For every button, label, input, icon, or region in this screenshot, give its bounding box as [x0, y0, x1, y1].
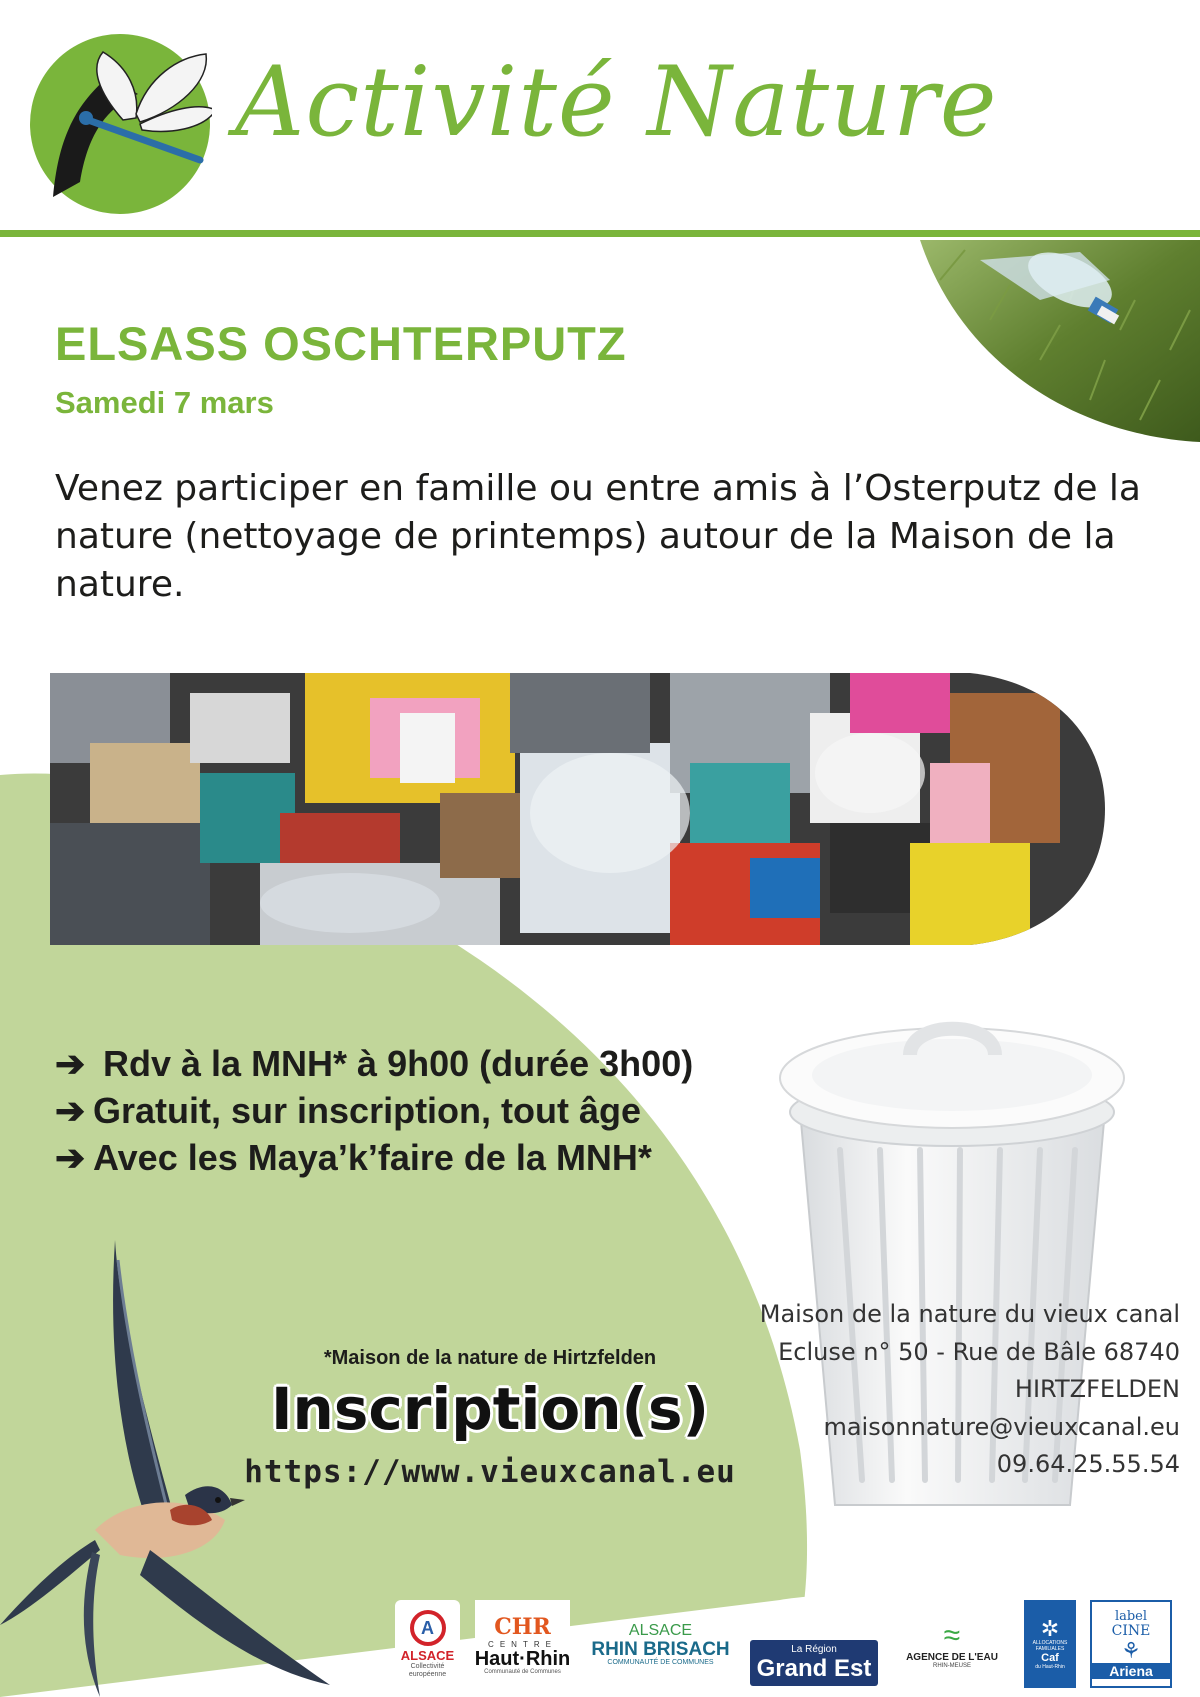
partner-logo-grand-est: La Région Grand Est	[750, 1640, 878, 1686]
partner-logo-ariena: label CINE ⚘ Ariena	[1090, 1600, 1172, 1688]
address-street: Ecluse n° 50 - Rue de Bâle 68740	[778, 1337, 1180, 1366]
event-date: Samedi 7 mars	[55, 385, 274, 420]
detail-rdv: ➔ Rdv à la MNH* à 9h00 (durée 3h00)	[55, 1040, 693, 1087]
detail-avec: ➔ Avec les Maya’k’faire de la MNH*	[55, 1134, 693, 1181]
event-details-list	[55, 1040, 693, 1181]
partner-logo-caf: ✲ ALLOCATIONS FAMILIALES Caf du Haut-Rhin	[1024, 1600, 1076, 1688]
address-email[interactable]: maisonnature@vieuxcanal.eu	[823, 1412, 1180, 1441]
registration-heading: Inscription(s)	[270, 1375, 710, 1443]
plastic-waste-image	[50, 673, 1105, 945]
mnh-footnote: *Maison de la nature de Hirtzfelden	[323, 1347, 657, 1369]
arrow-right-icon: ➔	[55, 1090, 86, 1131]
dragonfly-logo-icon	[28, 32, 212, 216]
partner-logo-alsace: A ALSACE Collectivité européenne	[395, 1600, 460, 1688]
contact-address	[760, 1296, 1180, 1484]
partner-logo-rhin-brisach: ALSACE RHIN BRISACH COMMUNAUTÉ DE COMMUNES	[591, 1622, 730, 1666]
header-divider	[0, 230, 1200, 237]
arrow-right-icon: ➔	[55, 1043, 86, 1084]
ariena-figures-icon: ⚘	[1121, 1637, 1141, 1663]
caf-star-icon: ✲	[1040, 1616, 1060, 1641]
page-title: Activité Nature	[235, 46, 998, 158]
chr-monogram-icon: CHR	[494, 1613, 551, 1640]
detail-gratuit: ➔ Gratuit, sur inscription, tout âge	[55, 1087, 693, 1134]
alsace-a-icon: A	[410, 1610, 446, 1646]
partner-logo-agence-eau: ≈ AGENCE DE L'EAU RHIN-MEUSE	[906, 1618, 998, 1669]
address-city: HIRTZFELDEN	[1014, 1375, 1180, 1403]
swallow-icon	[0, 1230, 340, 1697]
website-link[interactable]: https://www.vieuxcanal.eu	[244, 1454, 736, 1490]
event-description: Venez participer en famille ou entre amis à l’Osterputz de la nature (nettoyage de printemps) autour de la Maison de la nature.	[55, 468, 1141, 605]
address-phone[interactable]: 09.64.25.55.54	[996, 1450, 1180, 1478]
address-name: Maison de la nature du vieux canal	[759, 1300, 1180, 1328]
bottle-in-grass-image	[920, 240, 1200, 442]
partner-logo-haut-rhin: CHR CENTRE Haut·Rhin Communauté de Communes	[475, 1600, 570, 1688]
water-drop-icon: ≈	[943, 1618, 961, 1652]
event-title: ELSASS OSCHTERPUTZ	[55, 317, 627, 370]
arrow-right-icon: ➔	[55, 1137, 86, 1178]
